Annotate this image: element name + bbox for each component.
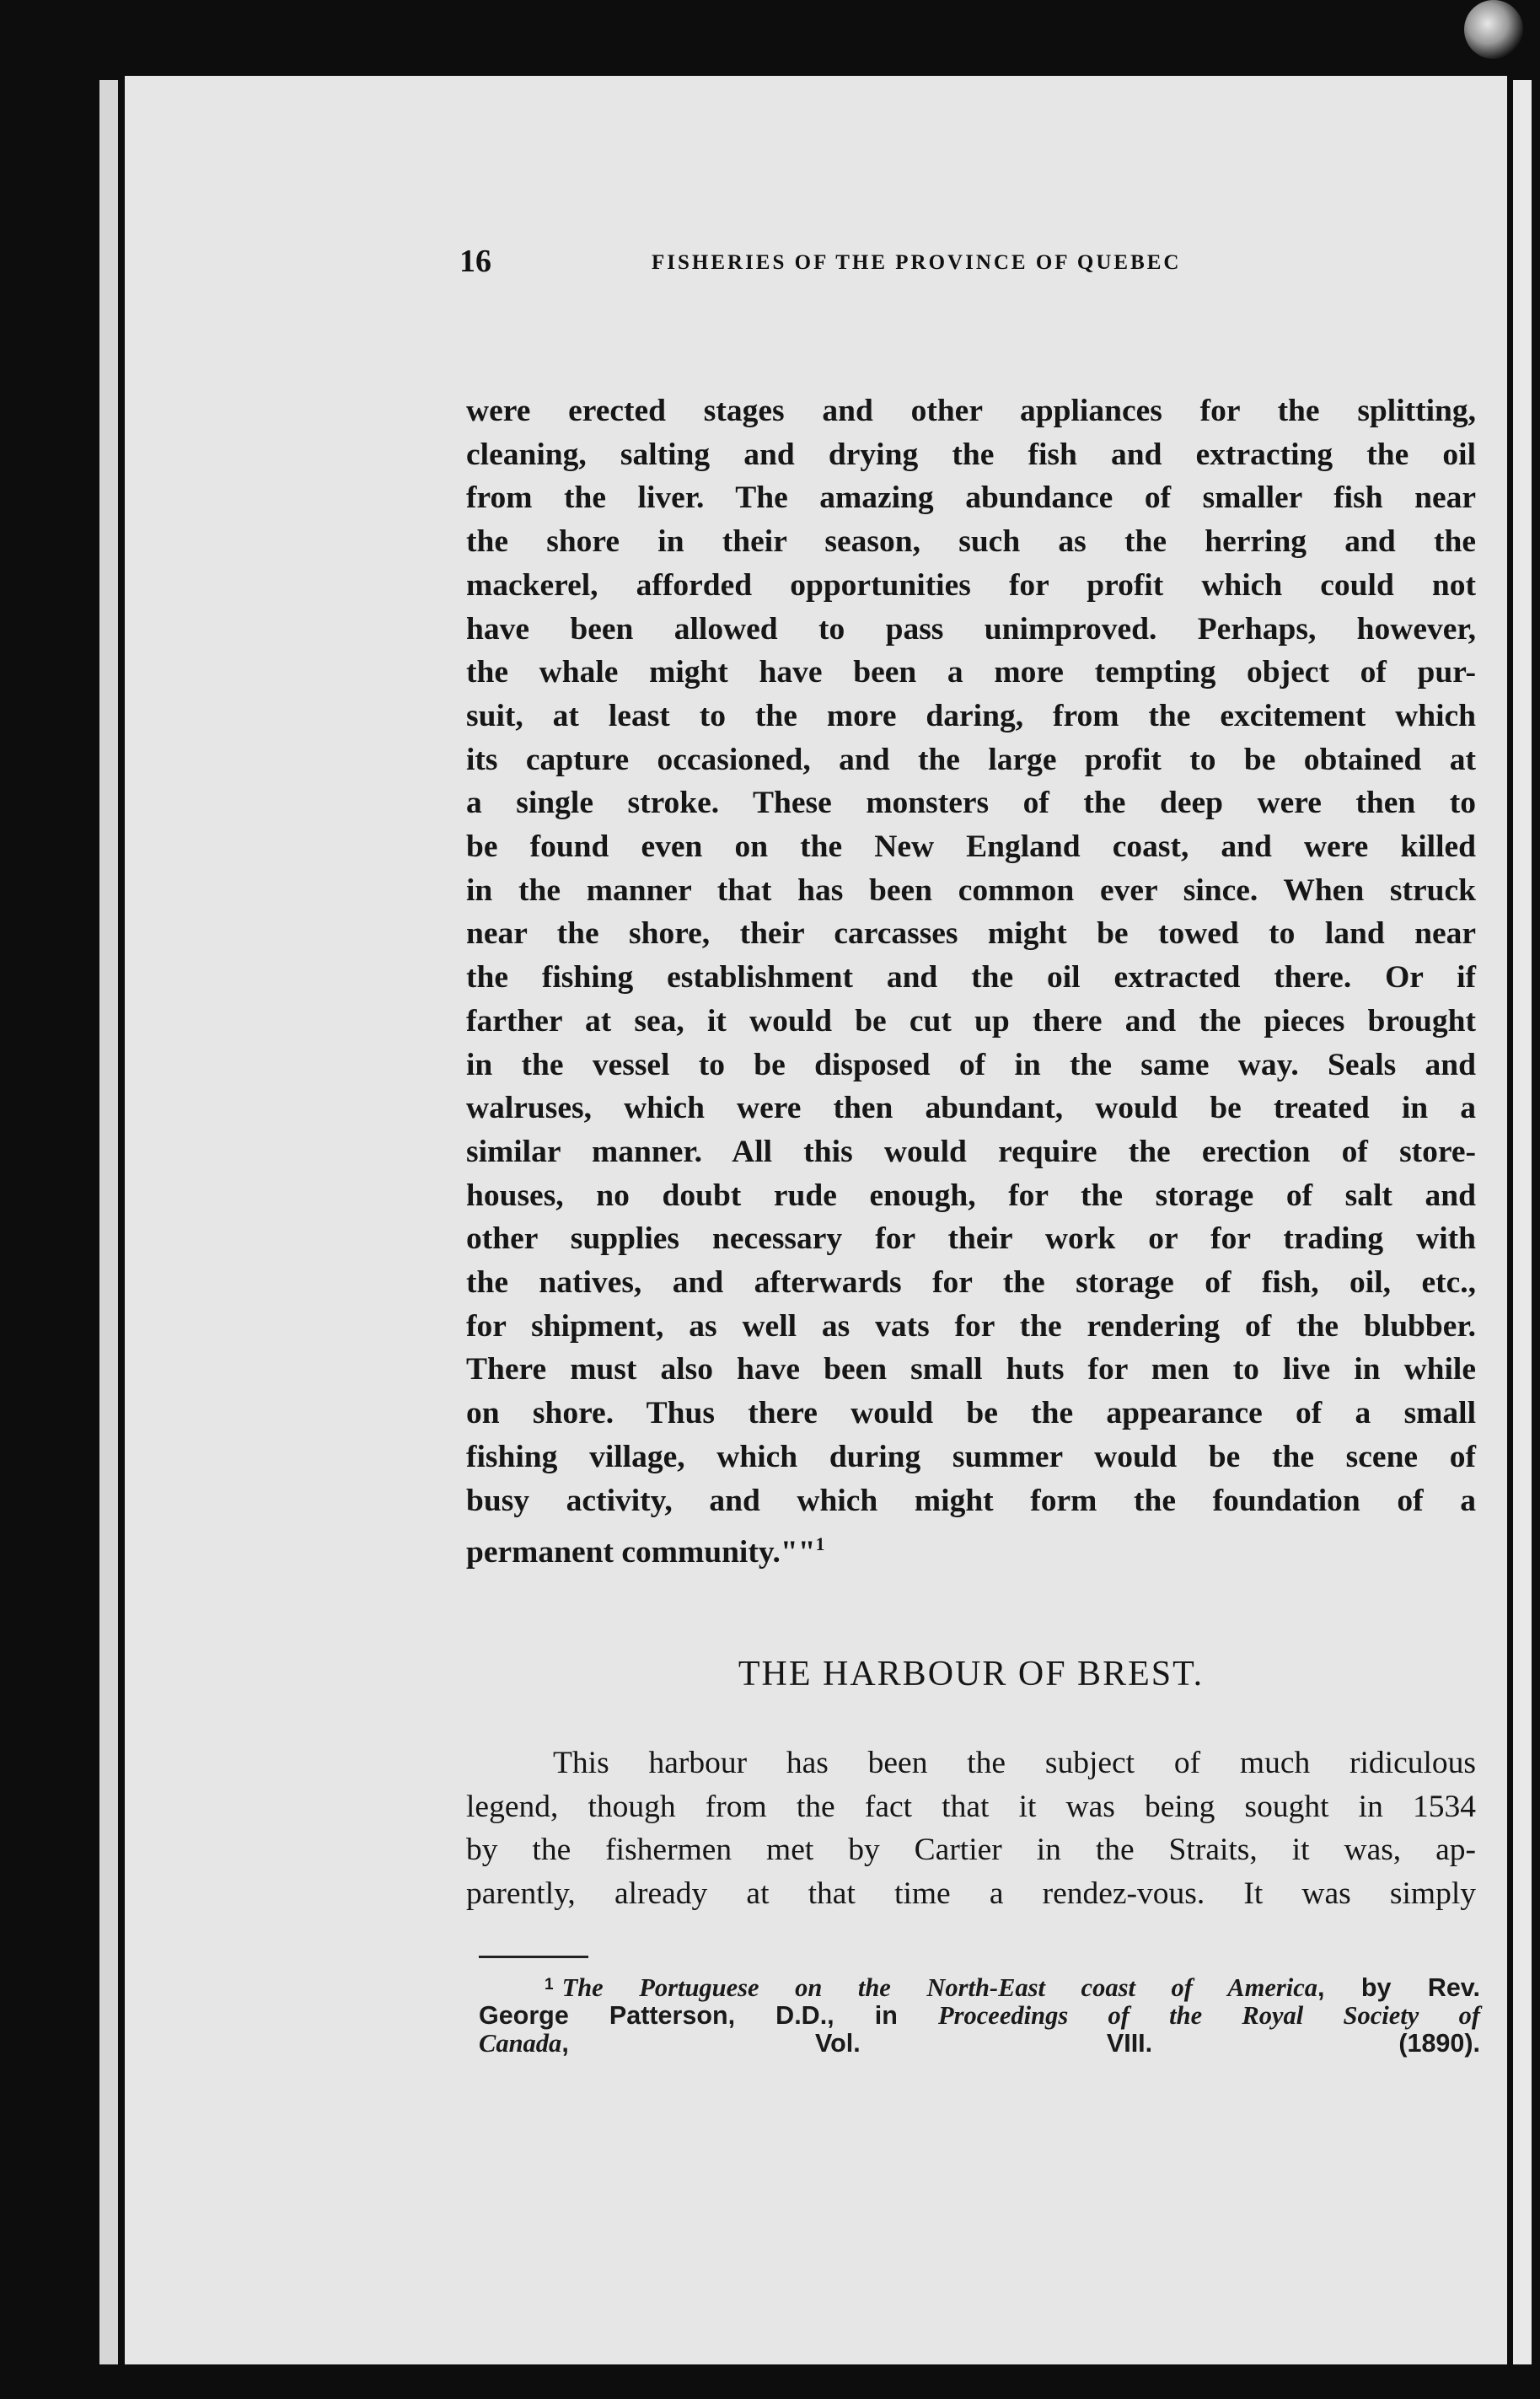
footnote-line — [479, 1971, 1480, 2002]
section-heading: THE HARBOUR OF BREST. — [738, 1655, 1205, 1693]
text-line: similar manner. All this would require the erection of store- — [466, 1134, 1476, 1169]
text-line: from the liver. The amazing abundance of smaller fish near — [466, 480, 1476, 516]
footnote-text: , Vol. VIII. (1890). — [561, 2029, 1480, 2058]
text-line: suit, at least to the more daring, from the excitement which — [466, 698, 1476, 733]
text-line: walruses, which were then abundant, would be treated in a — [466, 1091, 1476, 1126]
paragraph-1 — [466, 389, 1476, 1575]
text-line: houses, no doubt rude enough, for the storage of salt and — [466, 1178, 1476, 1213]
text-line: the fishing establishment and the oil extracted there. Or if — [466, 960, 1476, 996]
text-line: for shipment, as well as vats for the rendering of the blubber. — [466, 1308, 1476, 1344]
text-line: by the fishermen met by Cartier in the Straits, it was, ap- — [466, 1833, 1476, 1868]
text-line: This harbour has been the subject of much ridiculous — [553, 1746, 1476, 1780]
text-line-final — [466, 1522, 1476, 1575]
text-line: be found even on the New England coast, and were killed — [466, 829, 1476, 865]
text-line: mackerel, afforded opportunities for profit which could not — [466, 567, 1476, 603]
text-line: in the vessel to be disposed of in the same way. Seals and — [466, 1047, 1476, 1082]
text-line: the natives, and afterwards for the storage of fish, oil, etc., — [466, 1265, 1476, 1301]
text-line: the whale might have been a more tempting object of pur- — [466, 655, 1476, 690]
footnote-text: , by Rev. — [1317, 1973, 1480, 2002]
text-line: fishing village, which during summer would be the scene of — [466, 1439, 1476, 1474]
footnote-line — [479, 2030, 1480, 2058]
text-line: There must also have been small huts for men to live in while — [466, 1352, 1476, 1387]
footnote-cited-journal: Proceedings of the Royal Society of — [938, 2001, 1480, 2030]
footnote-text: George Patterson, D.D., in — [479, 2001, 939, 2030]
text-line: near the shore, their carcasses might be towed to land near — [466, 916, 1476, 952]
footnote-cited-title: The Portuguese on the North-East coast of America — [561, 1973, 1317, 2002]
page-right-edge — [1513, 80, 1532, 2364]
text-line: busy activity, and which might form the foundation of a — [466, 1483, 1476, 1518]
text-line: were erected stages and other appliances for the splitting, — [466, 394, 1476, 428]
text-line: cleaning, salting and drying the fish and extracting the oil — [466, 437, 1476, 472]
footnote-cited-journal-end: Canada — [479, 2029, 562, 2058]
text-line: other supplies necessary for their work or for trading with — [466, 1221, 1476, 1257]
page-binding-edge — [99, 80, 118, 2364]
text-line: farther at sea, it would be cut up there and the pieces brought — [466, 1003, 1476, 1038]
text-line: have been allowed to pass unimproved. Perhaps, however, — [466, 611, 1476, 647]
running-head: FISHERIES OF THE PROVINCE OF QUEBEC — [652, 251, 1182, 274]
page-number: 16 — [459, 244, 491, 279]
footnote — [479, 1971, 1480, 2058]
footnote-reference: 1 — [815, 1533, 825, 1555]
text-line: its capture occasioned, and the large profit to be obtained at — [466, 742, 1476, 777]
footnote-divider — [479, 1956, 588, 1958]
text-line: legend, though from the fact that it was being sought in 1534 — [466, 1789, 1476, 1824]
text-line: parently, already at that time a rendez-vous. It was simply — [466, 1876, 1476, 1912]
paragraph-2 — [466, 1742, 1476, 1916]
text-line: a single stroke. These monsters of the deep were then to — [466, 786, 1476, 821]
text-line: in the manner that has been common ever since. When struck — [466, 872, 1476, 908]
footnote-line — [479, 2002, 1480, 2030]
footnote-marker: 1 — [545, 1976, 554, 1994]
text-line: the shore in their season, such as the herring and the — [466, 524, 1476, 560]
scanner-glare — [1464, 0, 1523, 59]
final-line-text: permanent community."" — [466, 1535, 816, 1570]
text-line: on shore. Thus there would be the appearance of a small — [466, 1396, 1476, 1431]
